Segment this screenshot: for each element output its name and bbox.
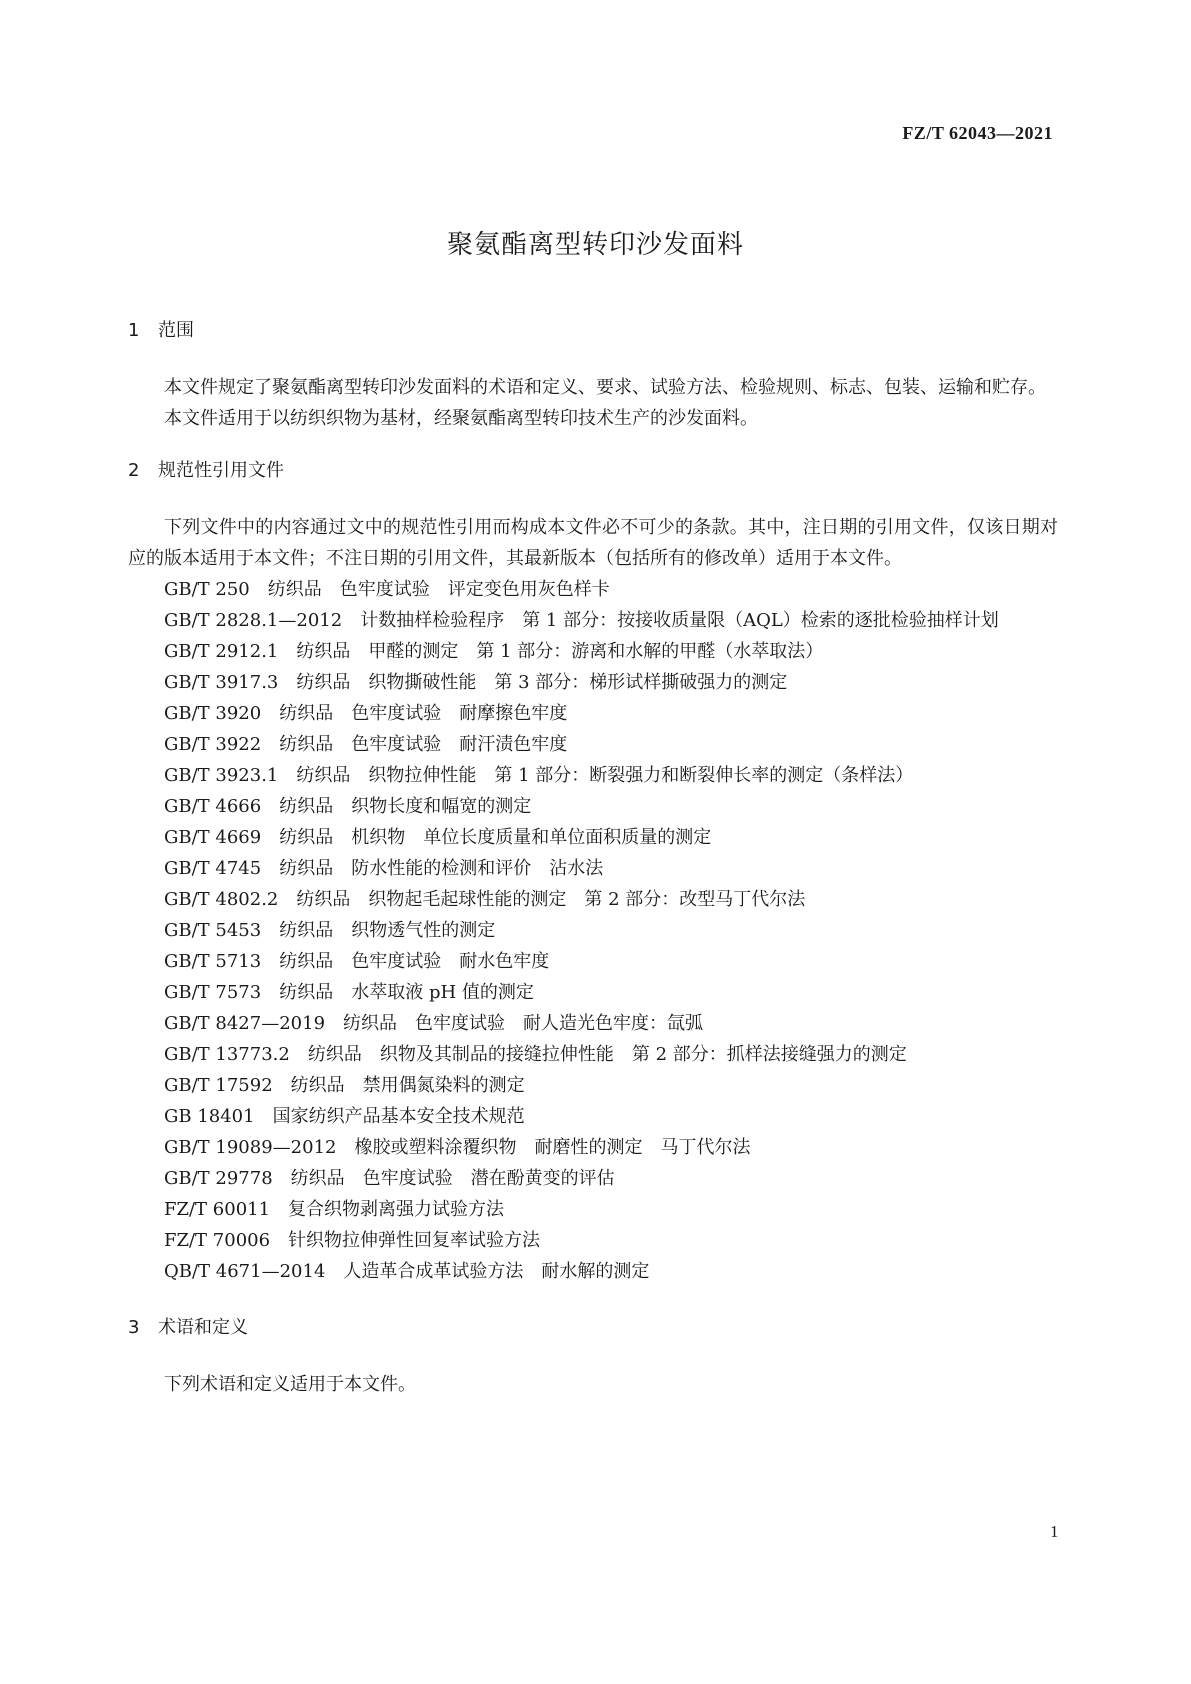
reference-item: GB/T 4745 纺织品 防水性能的检测和评价 沾水法	[164, 858, 604, 879]
reference-item: GB/T 7573 纺织品 水萃取液 pH 值的测定	[164, 982, 534, 1003]
paragraph: 下列文件中的内容通过文中的规范性引用而构成本文件必不可少的条款。其中，注日期的引用文件，仅该日期对应的版本适用于本文件；不注日期的引用文件，其最新版本（包括所有的修改单）适用于本文件。	[128, 517, 1058, 569]
reference-item: GB/T 17592 纺织品 禁用偶氮染料的测定	[164, 1075, 525, 1096]
reference-item: GB 18401 国家纺织产品基本安全技术规范	[164, 1106, 525, 1127]
reference-item: GB/T 250 纺织品 色牢度试验 评定变色用灰色样卡	[164, 579, 610, 600]
section-scope	[128, 316, 1058, 434]
reference-item: GB/T 4666 纺织品 织物长度和幅宽的测定	[164, 796, 532, 817]
reference-item: GB/T 13773.2 纺织品 织物及其制品的接缝拉伸性能 第 2 部分：抓样法接缝强力的测定	[164, 1044, 907, 1065]
reference-item: GB/T 8427—2019 纺织品 色牢度试验 耐人造光色牢度：氙弧	[164, 1013, 704, 1034]
reference-item: GB/T 4669 纺织品 机织物 单位长度质量和单位面积质量的测定	[164, 827, 712, 848]
section-heading: 1 范围	[128, 320, 194, 341]
section-normative-references	[128, 456, 1058, 1287]
reference-item: FZ/T 60011 复合织物剥离强力试验方法	[164, 1199, 505, 1220]
section-heading: 3 术语和定义	[128, 1317, 248, 1338]
reference-item: GB/T 19089—2012 橡胶或塑料涂覆织物 耐磨性的测定 马丁代尔法	[164, 1137, 751, 1158]
document-title: 聚氨酯离型转印沙发面料	[446, 230, 744, 260]
document-body	[128, 316, 1058, 1400]
reference-item: QB/T 4671—2014 人造革合成革试验方法 耐水解的测定	[164, 1261, 650, 1282]
reference-item: GB/T 29778 纺织品 色牢度试验 潜在酚黄变的评估	[164, 1168, 615, 1189]
section-heading: 2 规范性引用文件	[128, 460, 284, 481]
reference-item: GB/T 3923.1 纺织品 织物拉伸性能 第 1 部分：断裂强力和断裂伸长率的测定（条样法）	[164, 765, 914, 786]
paragraph: 本文件适用于以纺织织物为基材，经聚氨酯离型转印技术生产的沙发面料。	[164, 408, 758, 429]
paragraph: 本文件规定了聚氨酯离型转印沙发面料的术语和定义、要求、试验方法、检验规则、标志、包装、运输和贮存。	[164, 377, 1046, 398]
reference-item: GB/T 3922 纺织品 色牢度试验 耐汗渍色牢度	[164, 734, 568, 755]
reference-item: GB/T 5713 纺织品 色牢度试验 耐水色牢度	[164, 951, 550, 972]
reference-list	[128, 574, 1058, 1287]
reference-item: GB/T 3920 纺织品 色牢度试验 耐摩擦色牢度	[164, 703, 568, 724]
reference-item: GB/T 2828.1—2012 计数抽样检验程序 第 1 部分：按接收质量限（AQL）检索的逐批检验抽样计划	[164, 610, 999, 631]
standard-number: FZ/T 62043—2021	[902, 123, 1053, 143]
reference-item: GB/T 5453 纺织品 织物透气性的测定	[164, 920, 496, 941]
reference-item: FZ/T 70006 针织物拉伸弹性回复率试验方法	[164, 1230, 541, 1251]
reference-item: GB/T 4802.2 纺织品 织物起毛起球性能的测定 第 2 部分：改型马丁代尔法	[164, 889, 806, 910]
reference-item: GB/T 3917.3 纺织品 织物撕破性能 第 3 部分：梯形试样撕破强力的测定	[164, 672, 788, 693]
page-number: 1	[1050, 1522, 1059, 1541]
section-terms-definitions	[128, 1313, 1058, 1400]
reference-item: GB/T 2912.1 纺织品 甲醛的测定 第 1 部分：游离和水解的甲醛（水萃取法）	[164, 641, 824, 662]
paragraph: 下列术语和定义适用于本文件。	[164, 1374, 416, 1395]
